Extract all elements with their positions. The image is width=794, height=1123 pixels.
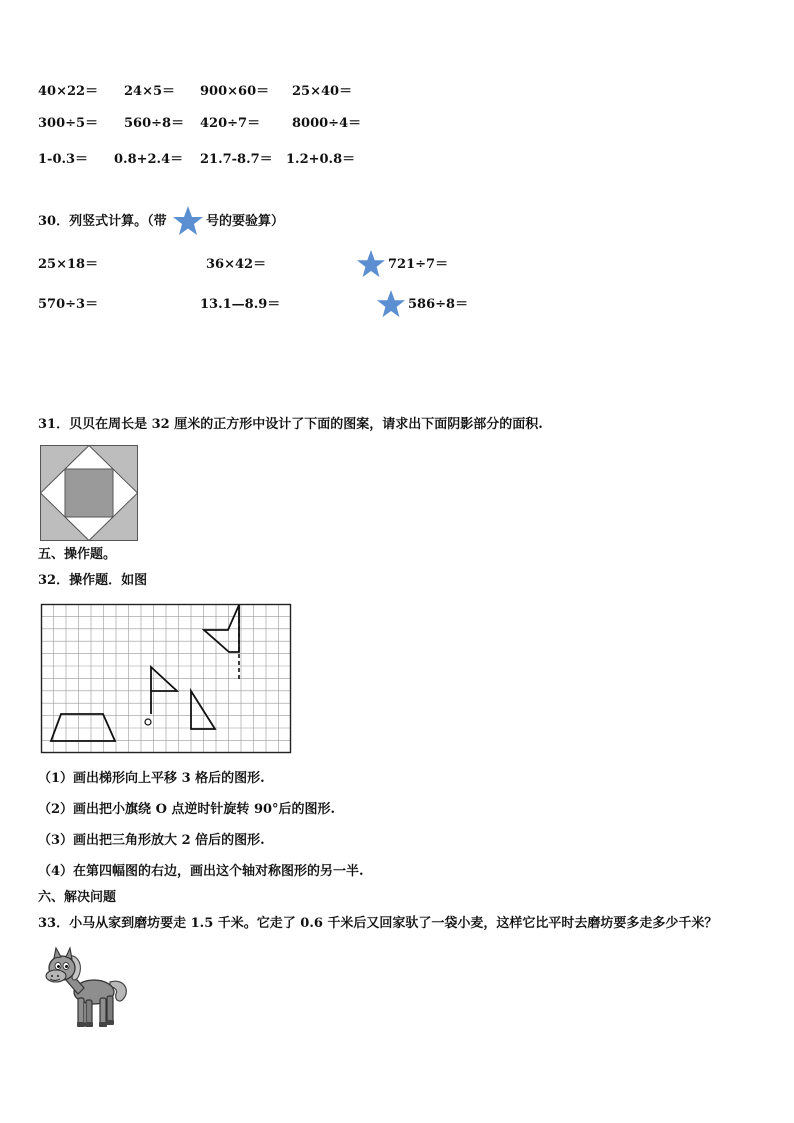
calc-217m87: 21.7-8.7＝ — [200, 152, 273, 167]
triangle-shape — [191, 691, 215, 729]
q32-step-3: （3）画出把三角形放大 2 倍后的图形. — [38, 833, 265, 848]
calc-300d5: 300÷5＝ — [38, 116, 99, 131]
star-icon — [376, 289, 406, 319]
calc-560d8: 560÷8＝ — [124, 116, 185, 131]
section-5-heading: 五、操作题。 — [38, 547, 117, 562]
q32-step-1: （1）画出梯形向上平移 3 格后的图形. — [38, 771, 265, 786]
vertical-calc-586d8: 586÷8＝ — [408, 297, 469, 312]
calc-900x60: 900×60＝ — [200, 84, 270, 99]
q32-step-4: （4）在第四幅图的右边，画出这个轴对称图形的另一半. — [38, 864, 364, 879]
q30-title-end: 号的要验算） — [206, 214, 285, 229]
q31-text: 31．贝贝在周长是 32 厘米的正方形中设计了下面的图案，请求出下面阴影部分的面积. — [38, 417, 543, 432]
square-pattern-figure — [40, 445, 138, 541]
calc-40x22: 40×22＝ — [38, 84, 99, 99]
calc-08p24: 0.8+2.4＝ — [114, 152, 184, 167]
vertical-calc-721d7: 721÷7＝ — [388, 257, 449, 272]
q32-step-2: （2）画出把小旗绕 O 点逆时针旋转 90°后的图形. — [38, 802, 336, 817]
horse-cartoon-icon — [44, 948, 132, 1032]
grid-figure — [41, 604, 291, 754]
q33-text: 33．小马从家到磨坊要走 1.5 千米。它走了 0.6 千米后又回家驮了一袋小麦，这样它比平时去磨坊要多走多少千米？ — [38, 916, 718, 931]
q32-text: 32．操作题．如图 — [38, 573, 148, 588]
vertical-calc-36x42: 36×42＝ — [206, 257, 267, 272]
trapezoid-shape — [51, 714, 115, 741]
vertical-calc-131m89: 13.1—8.9＝ — [200, 297, 281, 312]
point-o — [145, 719, 151, 725]
q30-title-start: 30．列竖式计算。（带 — [38, 214, 167, 229]
vertical-calc-570d3: 570÷3＝ — [38, 297, 99, 312]
section-6-heading: 六、解决问题 — [38, 890, 117, 905]
star-icon — [356, 249, 386, 279]
flag-shape — [151, 667, 177, 714]
calc-8000d4: 8000÷4＝ — [292, 116, 362, 131]
calc-420d7: 420÷7＝ — [200, 116, 261, 131]
vertical-calc-25x18: 25×18＝ — [38, 257, 99, 272]
calc-12p08: 1.2+0.8＝ — [286, 152, 356, 167]
calc-1m03: 1-0.3＝ — [38, 152, 89, 167]
calc-24x5: 24×5＝ — [124, 84, 176, 99]
star-icon — [172, 205, 204, 237]
calc-25x40: 25×40＝ — [292, 84, 353, 99]
